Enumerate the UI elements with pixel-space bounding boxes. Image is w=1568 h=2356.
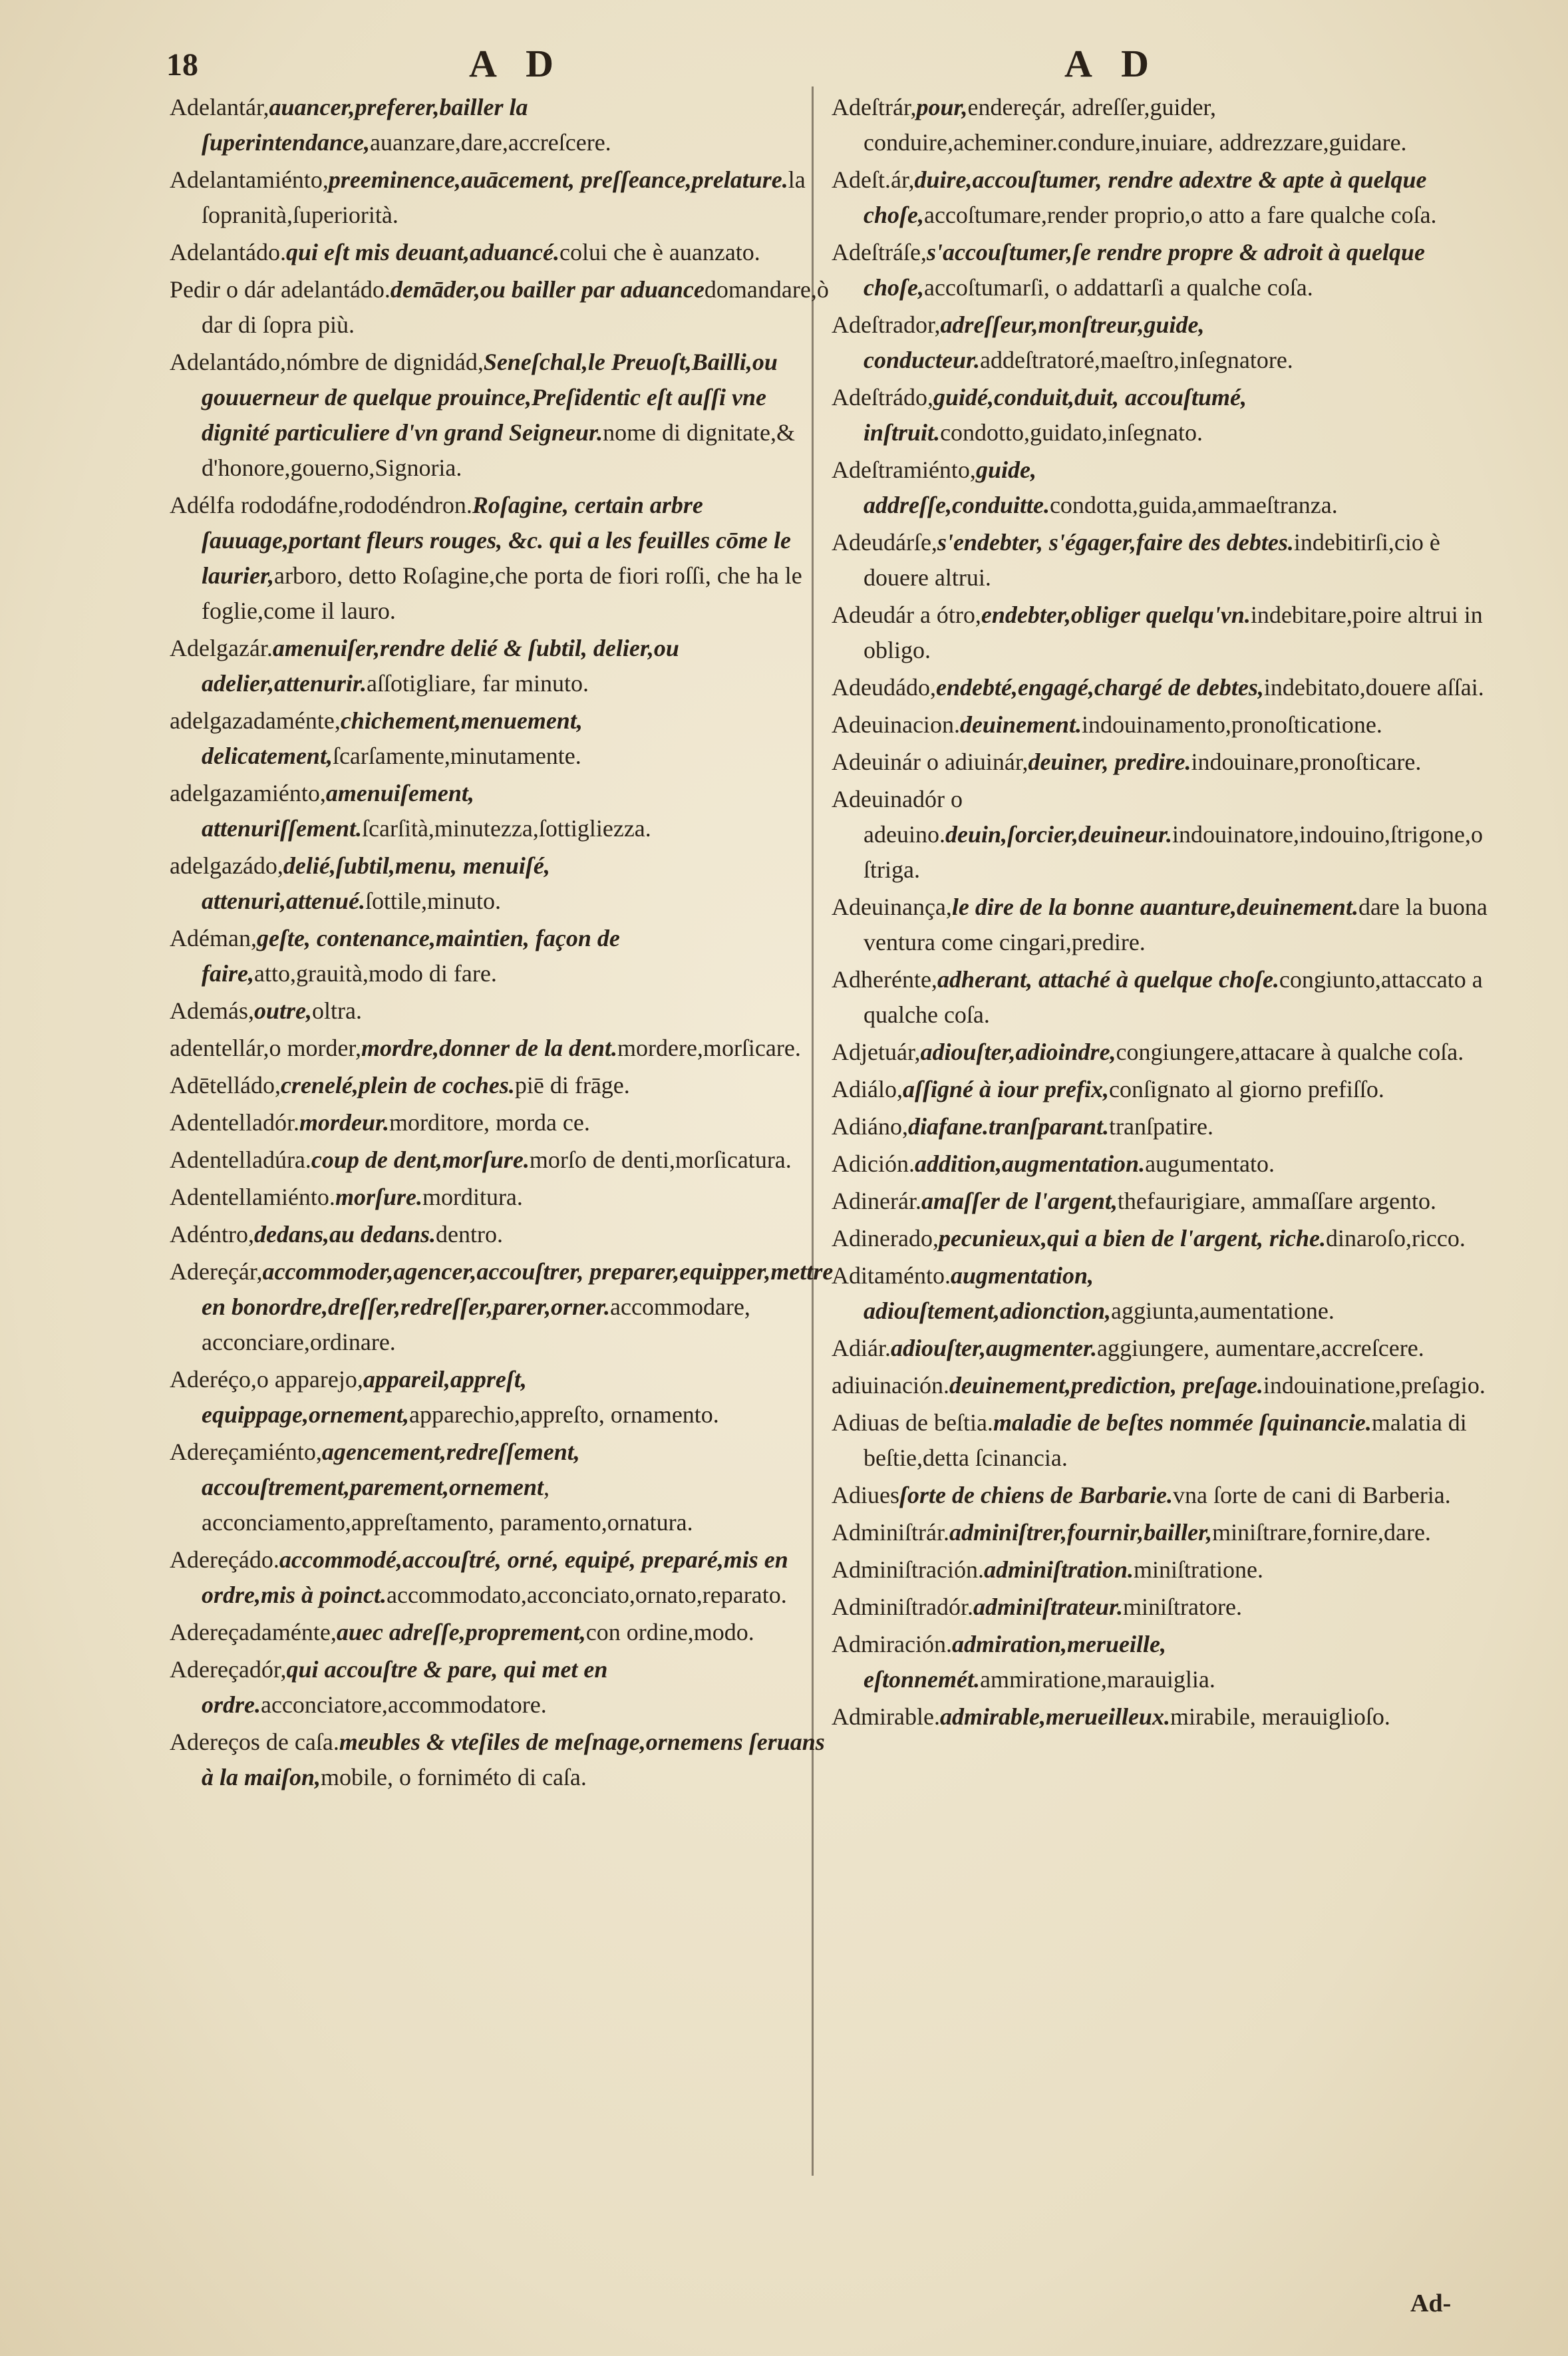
- entry-italian: ſcarſamente,minutamente.: [332, 743, 581, 769]
- entry-headword: Adelantár,: [170, 94, 269, 120]
- entry-headword: Pedir o dár adelantádo.: [170, 276, 391, 303]
- entry-french: auec adreſſe,proprement,: [336, 1619, 586, 1645]
- entry-headword: Adeſtramiénto,: [832, 456, 976, 483]
- dictionary-entry: [832, 380, 1497, 450]
- dictionary-entry: [832, 597, 1497, 668]
- entry-italian: congiunto,attaccato a qualche coſa.: [863, 966, 1483, 1028]
- entry-italian: ſottile,minuto.: [365, 888, 502, 914]
- entry-headword: Adelgazár.: [170, 635, 273, 661]
- dictionary-entry: [170, 272, 835, 343]
- dictionary-entry: [832, 962, 1497, 1033]
- dictionary-entry: [170, 993, 835, 1029]
- entry-french: addition,augmentation.: [914, 1150, 1146, 1177]
- entry-italian: aſſotigliare, far minuto.: [367, 670, 589, 697]
- entry-french: qui accouſtre & pare, qui met en ordre.: [202, 1656, 608, 1718]
- entry-italian: indebitato,douere aſſai.: [1263, 674, 1484, 701]
- entry-french: crenelé,plein de coches.: [280, 1072, 515, 1098]
- entry-french: pour,: [916, 94, 968, 120]
- entry-french: admiration,merueille, eſtonnemét.: [863, 1631, 1166, 1693]
- entry-headword: Admiración.: [832, 1631, 952, 1657]
- entry-italian: ſcarſità,minutezza,ſottigliezza.: [362, 815, 651, 842]
- entry-italian: conſignato al giorno prefiſſo.: [1108, 1076, 1384, 1102]
- entry-headword: Adeudádo,: [832, 674, 936, 701]
- entry-headword: Adherénte,: [832, 966, 937, 993]
- dictionary-entry: [170, 1068, 835, 1103]
- entry-french: deuin,ſorcier,deuineur.: [945, 821, 1173, 848]
- dictionary-entry: [832, 782, 1497, 888]
- entry-italian: , acconciamento,appreſtamento, paramento,ornatura.: [202, 1474, 693, 1536]
- entry-french: outre,: [253, 997, 312, 1024]
- entry-french: demāder,ou bailler par aduance: [390, 276, 705, 303]
- entry-french: s'accouſtumer,ſe rendre propre & adroit à quelque choſe,: [863, 239, 1425, 301]
- entry-headword: Adeſtrádo,: [832, 384, 933, 411]
- entry-french: morſure.: [335, 1184, 422, 1210]
- entry-headword: Adiár.: [832, 1335, 891, 1361]
- entry-french: amenuiſement, attenuriſſement.: [202, 780, 474, 842]
- entry-french: augmentation, adiouſtement,adionction,: [863, 1262, 1112, 1324]
- entry-french: appareil,appreſt, equippage,ornement,: [202, 1366, 527, 1428]
- dictionary-entry: [832, 1258, 1497, 1329]
- entry-french: delié,ſubtil,menu, menuiſé, attenuri,attenué.: [202, 852, 550, 914]
- entry-french: agencement,redreſſement, accouſtrement,parement,ornement: [202, 1438, 580, 1500]
- dictionary-entry: [170, 921, 835, 991]
- entry-french: accommodé,accouſtré, orné, equipé, preparé,mis en ordre,mis à poinct.: [202, 1546, 788, 1608]
- entry-headword: adelgazádo,: [170, 852, 283, 879]
- entry-french: amaſſer de l'argent,: [921, 1188, 1118, 1214]
- entry-italian: colui che è auanzato.: [559, 239, 760, 265]
- dictionary-entry: [170, 1434, 835, 1540]
- entry-italian: accommodare, acconciare,ordinare.: [202, 1293, 750, 1355]
- dictionary-entry: [170, 1031, 835, 1066]
- entry-headword: Adereçadaménte,: [170, 1619, 337, 1645]
- entry-french: chichement,menuement, delicatement,: [202, 707, 583, 769]
- entry-italian: dare la buona ventura come cingari,predire.: [863, 894, 1488, 955]
- dictionary-entry: [170, 1142, 835, 1178]
- entry-italian: thefaurigiare, ammaſſare argento.: [1117, 1188, 1437, 1214]
- dictionary-entry: [832, 1109, 1497, 1144]
- entry-headword: Admirable.: [832, 1703, 940, 1730]
- entry-headword: Adeſtráſe,: [832, 239, 927, 265]
- entry-headword: Adereçár,: [170, 1258, 263, 1285]
- dictionary-entry: [832, 1146, 1497, 1182]
- entry-french: amenuiſer,rendre delié & ſubtil, delier,ou adelier,attenurir.: [202, 635, 679, 697]
- entry-italian: oltra.: [311, 997, 362, 1024]
- entry-italian: piē di frāge.: [514, 1072, 630, 1098]
- entry-headword: Adeſtrador,: [832, 311, 941, 338]
- dictionary-entry: [832, 670, 1497, 705]
- entry-headword: Adminiſtradór.: [832, 1594, 973, 1620]
- entry-french: adiouſter,augmenter.: [890, 1335, 1098, 1361]
- dictionary-entry: [832, 707, 1497, 743]
- entry-french: coup de dent,morſure.: [311, 1146, 530, 1173]
- dictionary-entry: [170, 235, 835, 270]
- entry-french: aſſigné à iour prefix,: [902, 1076, 1109, 1102]
- entry-italian: tranſpatire.: [1109, 1113, 1213, 1140]
- entry-headword: Aditaménto.: [832, 1262, 951, 1289]
- dictionary-entry: [832, 1515, 1497, 1550]
- entry-french: adminiſtrateur.: [973, 1594, 1124, 1620]
- entry-headword: adelgazadaménte,: [170, 707, 341, 734]
- entry-italian: malatia di beſtie,detta ſcinancia.: [863, 1409, 1467, 1471]
- entry-italian: condotta,guida,ammaeſtranza.: [1049, 492, 1338, 518]
- entry-italian: morſo de denti,morſicatura.: [529, 1146, 792, 1173]
- entry-italian: con ordine,modo.: [585, 1619, 754, 1645]
- entry-italian: morditore, morda ce.: [389, 1109, 590, 1136]
- dictionary-entry: [832, 1699, 1497, 1735]
- entry-italian: ammiratione,marauiglia.: [979, 1666, 1215, 1693]
- dictionary-entry: [170, 776, 835, 846]
- entry-french: le dire de la bonne auanture,deuinement.: [951, 894, 1358, 920]
- entry-french: deuinement.: [959, 711, 1082, 738]
- entry-headword: Adereçamiénto,: [170, 1438, 322, 1465]
- dictionary-entry: [170, 1105, 835, 1140]
- dictionary-entry: [832, 1478, 1497, 1513]
- dictionary-entry: [832, 1590, 1497, 1625]
- entry-french: mordre,donner de la dent.: [361, 1035, 617, 1061]
- entry-french: duire,accouſtumer, rendre adextre & apte à quelque choſe,: [863, 166, 1427, 228]
- entry-italian: mirabile, merauiglioſo.: [1170, 1703, 1390, 1730]
- dictionary-entry: [832, 1368, 1497, 1403]
- dictionary-entry: [832, 90, 1497, 160]
- entry-french: adiouſter,adioindre,: [920, 1039, 1116, 1065]
- entry-headword: Adeſtrár,: [832, 94, 917, 120]
- entry-headword: Adeuinadór o adeuino.: [832, 786, 963, 848]
- entry-headword: Adelantádo.: [170, 239, 286, 265]
- entry-headword: Adentelladúra.: [170, 1146, 311, 1173]
- entry-headword: adiuinación.: [832, 1372, 949, 1399]
- entry-headword: Adeuinança,: [832, 894, 952, 920]
- entry-italian: dinaroſo,ricco.: [1325, 1225, 1466, 1252]
- entry-headword: Adeuinár o adiuinár,: [832, 749, 1028, 775]
- dictionary-entry: [832, 890, 1497, 960]
- entry-headword: Adereços de caſa.: [170, 1729, 339, 1755]
- entry-headword: Adición.: [832, 1150, 915, 1177]
- entry-french: mordeur.: [299, 1109, 389, 1136]
- entry-headword: Adeſt.ár,: [832, 166, 915, 193]
- entry-french: guide, addreſſe,conduitte.: [863, 456, 1050, 518]
- entry-italian: condotto,guidato,inſegnato.: [940, 419, 1203, 446]
- dictionary-entry: [170, 1542, 835, 1613]
- dictionary-entry: [170, 1362, 835, 1432]
- entry-italian: aggiunta,aumentatione.: [1111, 1297, 1334, 1324]
- dictionary-entry: [832, 1221, 1497, 1256]
- entry-italian: accoſtumarſi, o addattarſi a qualche coſa.: [923, 274, 1313, 301]
- dictionary-entry: [832, 1331, 1497, 1366]
- entry-french: adminiſtrer,fournir,bailler,: [949, 1519, 1213, 1546]
- dictionary-entry: [170, 703, 835, 774]
- entry-headword: adentellár,o morder,: [170, 1035, 361, 1061]
- entry-italian: augumentato.: [1145, 1150, 1275, 1177]
- entry-italian: accommodato,acconciato,ornato,reparato.: [387, 1582, 787, 1608]
- entry-french: s'endebter, s'égager,faire des debtes.: [937, 529, 1294, 556]
- entry-french: Roſagine, certain arbre ſauuage,portant fleurs rouges, &c. qui a les feuilles cōme le laurier,: [202, 492, 791, 589]
- entry-headword: Adéman,: [170, 925, 257, 951]
- entry-italian: domandare,ò dar di ſopra più.: [202, 276, 829, 338]
- entry-french: geſte, contenance,maintien, façon de faire,: [202, 925, 620, 987]
- dictionary-entry: [170, 631, 835, 701]
- entry-headword: Adētelládo,: [170, 1072, 281, 1098]
- entry-headword: Adeudár a ótro,: [832, 601, 981, 628]
- entry-italian: auanzare,dare,accreſcere.: [370, 129, 611, 156]
- entry-italian: indouinatione,preſagio.: [1263, 1372, 1486, 1399]
- dictionary-entry: [170, 345, 835, 486]
- dictionary-entry: [832, 162, 1497, 233]
- entry-french: ſorte de chiens de Barbarie.: [899, 1482, 1173, 1508]
- entry-italian: miniſtratione.: [1134, 1556, 1263, 1583]
- entry-italian: atto,grauità,modo di fare.: [253, 960, 497, 987]
- entry-headword: Adélfa rododáfne,rododéndron.: [170, 492, 472, 518]
- entry-headword: Adminiſtrár.: [832, 1519, 949, 1546]
- entry-italian: vna ſorte de cani di Barberia.: [1172, 1482, 1451, 1508]
- dictionary-entry: [832, 1627, 1497, 1697]
- entry-headword: Adiálo,: [832, 1076, 903, 1102]
- entry-french: deuinement,prediction, preſage.: [949, 1372, 1263, 1399]
- dictionary-entry: [170, 1217, 835, 1252]
- entry-french: accommoder,agencer,accouſtrer, preparer,equipper,mettre en bonordre,dreſſer,redreſſer,parer,orner.: [202, 1258, 834, 1320]
- entry-italian: addeſtratoré,maeſtro,inſegnatore.: [980, 347, 1293, 373]
- entry-headword: Además,: [170, 997, 254, 1024]
- entry-french: diafane.tranſparant.: [907, 1113, 1110, 1140]
- dictionary-entry: [170, 1725, 835, 1795]
- dictionary-entry: [170, 1180, 835, 1215]
- dictionary-entry: [832, 235, 1497, 305]
- entry-french: adminiſtration.: [983, 1556, 1134, 1583]
- entry-headword: Adereçádo.: [170, 1546, 279, 1573]
- entry-headword: Adéntro,: [170, 1221, 254, 1248]
- entry-italian: indebitirſi,cio è douere altrui.: [863, 529, 1440, 591]
- entry-french: endebté,engagé,chargé de debtes,: [935, 674, 1264, 701]
- entry-french: qui eſt mis deuant,aduancé.: [285, 239, 559, 265]
- entry-headword: adelgazamiénto,: [170, 780, 326, 806]
- dictionary-entry: [832, 452, 1497, 523]
- entry-headword: Adelantamiénto,: [170, 166, 329, 193]
- entry-italian: congiungere,attacare à qualche coſa.: [1116, 1039, 1464, 1065]
- entry-french: admirable,merueilleux.: [939, 1703, 1170, 1730]
- entry-headword: Adinerár.: [832, 1188, 921, 1214]
- entry-french: Seneſchal,le Preuoſt,Bailli,ou gouuerneur de quelque prouince,Preſidentic eſt auſſi vne dignité particuliere d'vn grand Seigneur.: [202, 349, 778, 446]
- catchword: Ad-: [1410, 2289, 1452, 2317]
- entry-french: meubles & vteſiles de meſnage,ornemens ſeruans à la maiſon,: [202, 1729, 825, 1790]
- entry-headword: Adentellamiénto.: [170, 1184, 335, 1210]
- entry-italian: morditura.: [422, 1184, 523, 1210]
- entry-italian: accoſtumare,render proprio,o atto a fare qualche coſa.: [923, 202, 1437, 228]
- entry-headword: Adiues: [832, 1482, 899, 1508]
- entry-italian: indebitare,poire altrui in obligo.: [863, 601, 1483, 663]
- entry-headword: Adereçadór,: [170, 1656, 287, 1683]
- entry-italian: miniſtratore.: [1123, 1594, 1242, 1620]
- entry-headword: Adelantádo,nómbre de dignidád,: [170, 349, 484, 375]
- entry-italian: mordere,morſicare.: [617, 1035, 801, 1061]
- entry-french: auancer,preferer,bailler la ſuperintendance,: [202, 94, 528, 156]
- entry-italian: nome di dignitate,& d'honore,gouerno,Signoria.: [202, 419, 796, 481]
- entry-italian: miniſtrare,fornire,dare.: [1212, 1519, 1431, 1546]
- entry-italian: la ſopranità,ſuperiorità.: [202, 166, 806, 228]
- entry-french: adherant, attaché à quelque choſe.: [937, 966, 1279, 993]
- dictionary-entry: [170, 848, 835, 919]
- entry-french: maladie de beſtes nommée ſquinancie.: [993, 1409, 1372, 1436]
- dictionary-entry: [832, 1035, 1497, 1070]
- entry-italian: mobile, o forniméto di caſa.: [321, 1764, 587, 1790]
- dictionary-entry: [832, 1184, 1497, 1219]
- right-column: [832, 90, 1497, 1737]
- running-header-left: A D: [469, 42, 565, 85]
- entry-headword: Adentelladór.: [170, 1109, 299, 1136]
- entry-headword: Adiáno,: [832, 1113, 908, 1140]
- dictionary-entry: [170, 1615, 835, 1650]
- entry-french: adreſſeur,monſtreur,guide, conducteur.: [863, 311, 1205, 373]
- entry-italian: apparechio,appreſto, ornamento.: [409, 1401, 719, 1428]
- entry-headword: Adeuinacion.: [832, 711, 960, 738]
- dictionary-entry: [832, 1072, 1497, 1107]
- entry-italian: aggiungere, aumentare,accreſcere.: [1097, 1335, 1424, 1361]
- entry-italian: dentro.: [436, 1221, 503, 1248]
- entry-italian: arboro, detto Roſagine,che porta de fiori roſſi, che ha le foglie,come il lauro.: [202, 562, 802, 624]
- entry-headword: Adeudárſe,: [832, 529, 937, 556]
- dictionary-entry: [832, 1405, 1497, 1476]
- entry-french: deuiner, predire.: [1028, 749, 1191, 775]
- dictionary-entry: [170, 1652, 835, 1723]
- dictionary-entry: [832, 745, 1497, 780]
- entry-french: guidé,conduit,duit, accouſtumé, inſtruit.: [863, 384, 1247, 446]
- entry-italian: indouinamento,pronoſticatione.: [1081, 711, 1382, 738]
- entry-headword: Adjetuár,: [832, 1039, 921, 1065]
- dictionary-entry: [832, 1552, 1497, 1588]
- entry-french: dedans,au dedans.: [253, 1221, 436, 1248]
- dictionary-entry: [170, 488, 835, 629]
- entry-headword: Adminiſtración.: [832, 1556, 984, 1583]
- entry-french: pecunieux,qui a bien de l'argent, riche.: [938, 1225, 1326, 1252]
- dictionary-entry: [170, 162, 835, 233]
- entry-french: preeminence,auācement, preſſeance,prelature.: [328, 166, 788, 193]
- entry-headword: Adinerado,: [832, 1225, 939, 1252]
- dictionary-entry: [170, 1254, 835, 1360]
- entry-italian: acconciatore,accommodatore.: [261, 1691, 547, 1718]
- dictionary-entry: [832, 525, 1497, 595]
- entry-headword: Aderéço,o apparejo,: [170, 1366, 363, 1393]
- left-column: [170, 90, 835, 1797]
- page-number: 18: [166, 47, 198, 83]
- dictionary-entry: [170, 90, 835, 160]
- entry-italian: indouinatore,indouino,ſtrigone,o ſtriga.: [863, 821, 1483, 883]
- entry-headword: Adiuas de beſtia.: [832, 1409, 993, 1436]
- entry-italian: indouinare,pronoſticare.: [1191, 749, 1422, 775]
- dictionary-entry: [832, 307, 1497, 378]
- running-header-right: A D: [1064, 42, 1160, 85]
- entry-italian: endereçár, adreſſer,guider, conduire,acheminer.condure,inuiare, addrezzare,guidare.: [863, 94, 1407, 156]
- entry-french: endebter,obliger quelqu'vn.: [981, 601, 1251, 628]
